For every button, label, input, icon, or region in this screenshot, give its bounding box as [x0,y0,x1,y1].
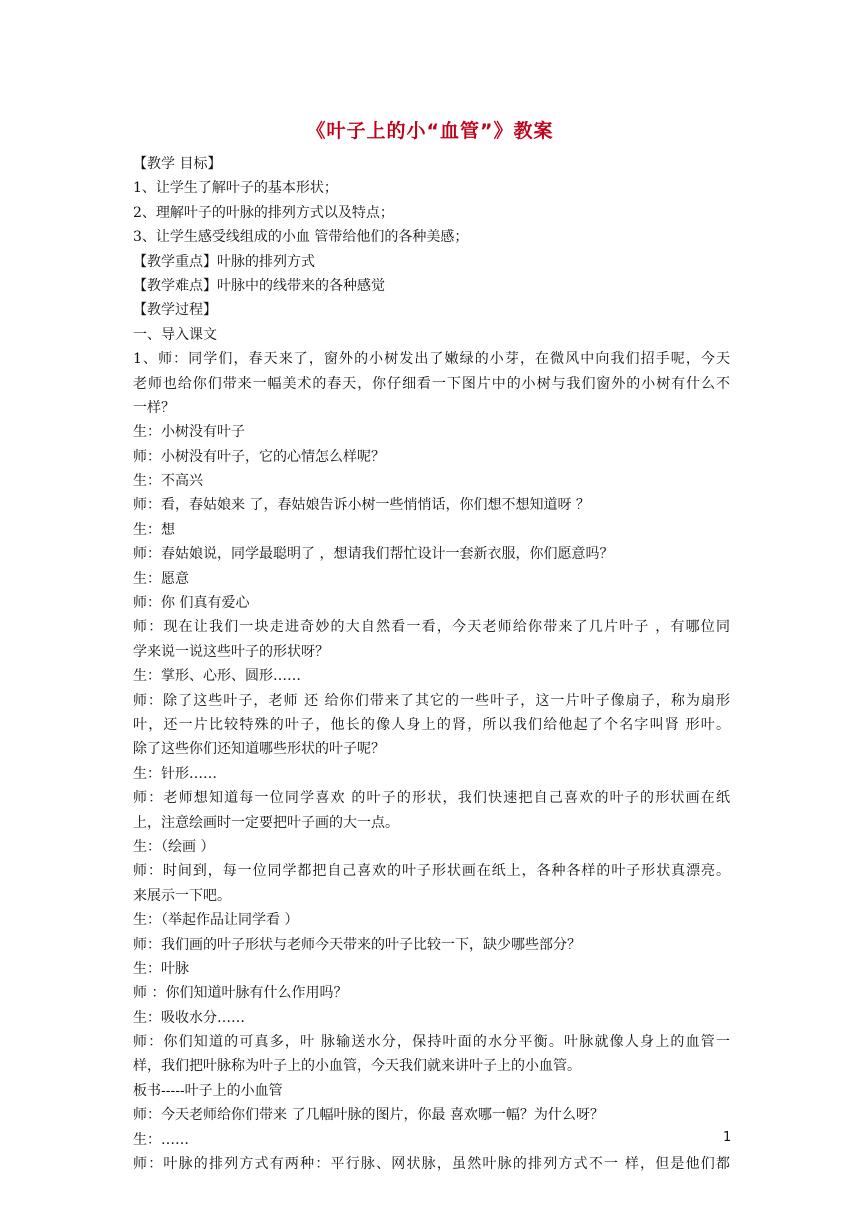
text-line: 一样？ [133,399,175,416]
text-line: 师：我们画的叶子形状与老师今天带来的叶子比较一下，缺少哪些部分？ [133,936,581,953]
text-line: 老师也给你们带来一幅美术的春天，你仔细看一下图片中的小树与我们窗外的小树有什么不 [133,375,730,392]
text-line: 叶，还一片比较特殊的叶子，他长的像人身上的肾，所以我们给他起了个名字叫肾 形叶。 [133,716,730,733]
text-line: 生：小树没有叶子 [133,424,245,441]
text-line: 师：现在让我们一块走进奇妙的大自然看一看，今天老师给你带来了几片叶子 ，有哪位同 [133,619,730,636]
text-line: 生：吸收水分…… [133,1009,245,1026]
text-line: 师：你 们真有爱心 [133,595,250,612]
text-line: 师：小树没有叶子，它的心情怎么样呢？ [133,448,385,465]
text-line: 学来说一说这些叶子的形状呀？ [133,643,329,660]
text-line: 【教学重点】叶脉的排列方式 [133,253,315,270]
text-line: 师：叶脉的排列方式有两种：平行脉、网状脉，虽然叶脉的排列方式不一 样，但是他们都 [133,1156,730,1173]
text-line: 3、让学生感受线组成的小血 管带给他们的各种美感； [133,229,469,246]
text-line: 生：（举起作品让同学看 ） [133,912,299,929]
text-line: 生：掌形、心形、圆形…… [133,668,301,685]
text-line: 上，注意绘画时一定要把叶子画的大一点。 [133,814,399,831]
text-line: 师：春姑娘说，同学最聪明了 ，想请我们帮忙设计一套新衣服，你们愿意吗？ [133,546,614,563]
text-line: 2、理解叶子的叶脉的排列方式以及特点； [133,204,394,221]
text-line: 1、让学生了解叶子的基本形状； [133,180,338,197]
text-line: 生：叶脉 [133,960,189,977]
text-line: 生：（绘画 ） [133,838,215,855]
text-line: 【教学难点】叶脉中的线带来的各种感觉 [133,277,385,294]
text-line: 生：针形…… [133,765,217,782]
document-title: 《叶子上的小“血管”》教案 [306,120,554,142]
text-line: 一、导入课文 [133,326,217,343]
text-line: 师：看，春姑娘来 了，春姑娘告诉小树一些悄悄话，你们想不想知道呀 ？ [133,497,590,514]
text-line: 除了这些你们还知道哪些形状的叶子呢？ [133,741,385,758]
text-line: 师：今天老师给你们带来 了几幅叶脉的图片，你最 喜欢哪一幅？为什么呀？ [133,1107,604,1124]
text-line: 【教学 目标】 [133,156,222,172]
text-line: 生：不高兴 [133,473,203,490]
text-line: 生：想 [133,521,175,538]
text-line: 师：时间到，每一位同学都把自己喜欢的叶子形状画在纸上，各种各样的叶子形状真漂亮。 [133,863,730,880]
text-line: 生：愿意 [133,570,189,587]
text-line: 师：你们知道的可真多，叶 脉输送水分，保持叶面的水分平衡。叶脉就像人身上的血管一 [133,1034,730,1051]
text-line: 师：除了这些叶子，老师 还 给你们带来了其它的一些叶子，这一片叶子像扇子，称为扇形 [133,692,730,709]
text-line: 1、师：同学们，春天来了，窗外的小树发出了嫩绿的小芽，在微风中向我们招手呢，今天 [133,351,730,368]
text-line: 师：老师想知道每一位同学喜欢 的叶子的形状，我们快速把自己喜欢的叶子的形状画在纸 [133,790,730,807]
text-line: 来展示一下吧。 [133,887,231,904]
text-line: 生：…… [133,1131,189,1148]
text-line: 师 ：你们知道叶脉有什么作用吗？ [133,985,348,1002]
text-line: 【教学过程】 [133,302,217,319]
document-body [133,152,730,1176]
page-number: 1 [723,1130,732,1145]
text-line: 样，我们把叶脉称为叶子上的小血管，今天我们就来讲叶子上的小血管。 [133,1058,581,1075]
text-line: 板书-----叶子上的小血管 [133,1082,283,1099]
